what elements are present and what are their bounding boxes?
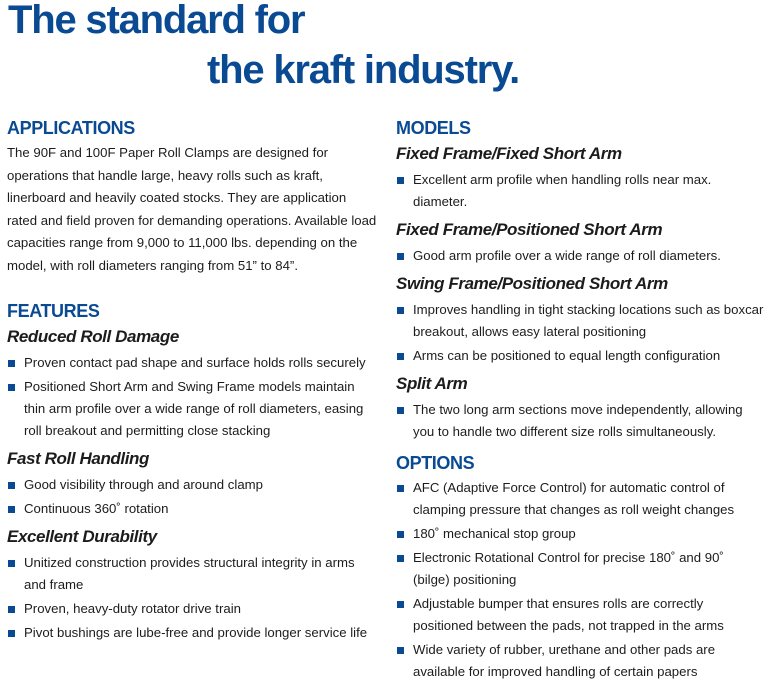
list-item-text: AFC (Adaptive Force Control) for automatic control of clamping pressure that changes as roll weight changes [413, 480, 735, 517]
features-heading: FEATURES [7, 301, 100, 321]
model-title: Fixed Frame/Fixed Short Arm [396, 144, 622, 163]
list-item [396, 245, 764, 267]
list-item [396, 593, 764, 637]
list-item [396, 639, 764, 683]
model-list [396, 169, 764, 213]
bullet-icon [397, 601, 404, 608]
list-item-text: Proven contact pad shape and surface holds rolls securely [24, 355, 366, 370]
bullet-icon [397, 531, 404, 538]
list-item-text: Excellent arm profile when handling rolls near max. diameter. [413, 172, 712, 209]
bullet-icon [397, 407, 404, 414]
options-list [396, 477, 764, 683]
bullet-icon [8, 560, 15, 567]
list-item [396, 523, 764, 545]
bullet-icon [397, 485, 404, 492]
list-item [7, 552, 379, 596]
list-item [7, 376, 379, 442]
list-item-text: 180˚ mechanical stop group [413, 526, 576, 541]
left-column [7, 116, 379, 649]
feature-list [7, 352, 379, 442]
feature-list [7, 474, 379, 520]
list-item [396, 547, 764, 591]
bullet-icon [8, 606, 15, 613]
right-column [396, 116, 764, 688]
model-title: Split Arm [396, 374, 468, 393]
list-item [396, 477, 764, 521]
feature-list [7, 552, 379, 644]
bullet-icon [397, 307, 404, 314]
list-item-text: Pivot bushings are lube-free and provide longer service life [24, 625, 368, 640]
bullet-icon [8, 482, 15, 489]
model-title: Swing Frame/Positioned Short Arm [396, 274, 668, 293]
page-title-line-1: The standard for [8, 0, 305, 42]
list-item-text: Improves handling in tight stacking locations such as boxcar breakout, allows easy lateral positioning [413, 302, 764, 339]
list-item [7, 474, 379, 496]
list-item-text: Arms can be positioned to equal length configuration [413, 348, 721, 363]
bullet-icon [397, 353, 404, 360]
model-list [396, 299, 764, 367]
list-item [7, 598, 379, 620]
applications-text: The 90F and 100F Paper Roll Clamps are designed for operations that handle large, heavy rolls such as kraft, linerboard and heavily coated stocks. They are application rated and field proven for demanding operations. Available load capacities range from 9,000 to 11,000 lbs. depending on the model, with roll diameters ranging from 51” to 84”. [7, 145, 377, 273]
list-item-text: The two long arm sections move independently, allowing you to handle two different size rolls simultaneously. [413, 402, 743, 439]
list-item-text: Positioned Short Arm and Swing Frame models maintain thin arm profile over a wide range of roll diameters, easing roll breakout and permitting close stacking [24, 379, 364, 438]
list-item-text: Good visibility through and around clamp [24, 477, 263, 492]
bullet-icon [397, 253, 404, 260]
list-item [396, 399, 764, 443]
feature-group-title: Fast Roll Handling [7, 449, 150, 468]
model-list [396, 245, 764, 267]
feature-group-title: Reduced Roll Damage [7, 327, 179, 346]
list-item [7, 622, 379, 644]
list-item-text: Proven, heavy-duty rotator drive train [24, 601, 241, 616]
model-title: Fixed Frame/Positioned Short Arm [396, 220, 663, 239]
bullet-icon [8, 384, 15, 391]
list-item-text: Electronic Rotational Control for precise 180˚ and 90˚ (bilge) positioning [413, 550, 724, 587]
models-heading: MODELS [396, 118, 471, 138]
bullet-icon [8, 360, 15, 367]
list-item [7, 352, 379, 374]
bullet-icon [397, 647, 404, 654]
options-heading: OPTIONS [396, 453, 475, 473]
applications-heading: APPLICATIONS [7, 118, 135, 138]
list-item [7, 498, 379, 520]
bullet-icon [397, 555, 404, 562]
list-item-text: Unitized construction provides structural integrity in arms and frame [24, 555, 355, 592]
page-title-line-2: the kraft industry. [207, 48, 520, 92]
list-item [396, 169, 764, 213]
bullet-icon [8, 630, 15, 637]
bullet-icon [8, 506, 15, 513]
list-item [396, 299, 764, 343]
list-item-text: Adjustable bumper that ensures rolls are correctly positioned between the pads, not trapped in the arms [413, 596, 724, 633]
list-item-text: Good arm profile over a wide range of roll diameters. [413, 248, 721, 263]
feature-group-title: Excellent Durability [7, 527, 157, 546]
list-item [396, 345, 764, 367]
list-item-text: Wide variety of rubber, urethane and other pads are available for improved handling of certain papers [413, 642, 716, 679]
list-item-text: Continuous 360˚ rotation [24, 501, 169, 516]
bullet-icon [397, 177, 404, 184]
model-list [396, 399, 764, 443]
